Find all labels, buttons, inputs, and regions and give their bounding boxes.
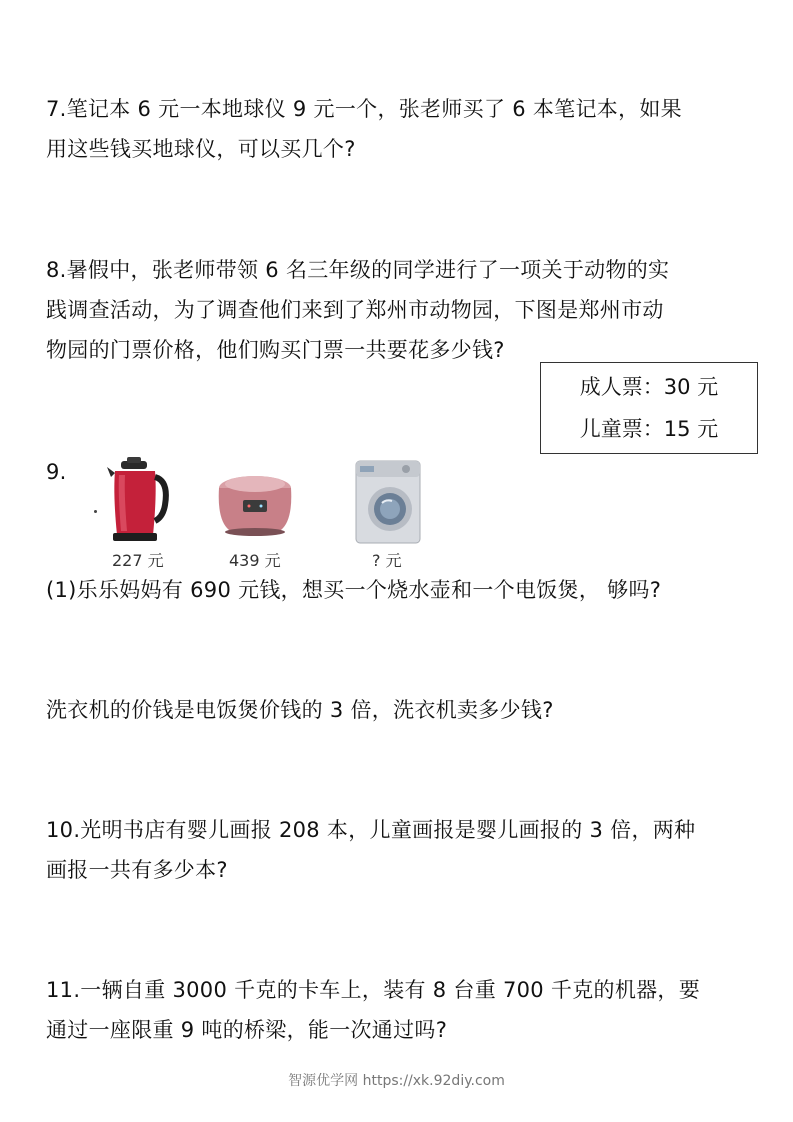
q8-line1: 8.暑假中，张老师带领 6 名三年级的同学进行了一项关于动物的实 <box>46 258 670 282</box>
q11-line2: 通过一座限重 9 吨的桥梁，能一次通过吗? <box>46 1018 448 1042</box>
q9-subquestion-2: 洗衣机的价钱是电饭煲价钱的 3 倍，洗衣机卖多少钱? <box>46 698 554 722</box>
q8-line2: 践调查活动，为了调查他们来到了郑州市动物园，下图是郑州市动 <box>46 298 664 322</box>
q11-line1: 11.一辆自重 3000 千克的卡车上，装有 8 台重 700 千克的机器，要 <box>46 978 701 1002</box>
q9-subquestion-1: (1)乐乐妈妈有 690 元钱，想买一个烧水壶和一个电饭煲， 够吗? <box>46 578 662 602</box>
q9-number: 9. <box>46 460 67 484</box>
adult-ticket-price: 成人票：30 元 <box>579 375 719 399</box>
q7-line1: 7.笔记本 6 元一本地球仪 9 元一个，张老师买了 6 本笔记本，如果 <box>46 97 682 121</box>
child-ticket-price: 儿童票：15 元 <box>579 417 719 441</box>
rice-cooker-price: 439 元 <box>229 551 281 570</box>
q7-line2: 用这些钱买地球仪，可以买几个? <box>46 137 356 161</box>
footer-watermark: 智源优学网 https://xk.92diy.com <box>288 1073 505 1089</box>
ticket-price-box <box>540 362 758 454</box>
kettle-icon <box>105 455 169 547</box>
washing-machine-icon <box>352 459 424 549</box>
kettle-price: 227 元 <box>112 551 164 570</box>
washing-machine-price: ? 元 <box>372 551 402 570</box>
q10-line2: 画报一共有多少本? <box>46 858 228 882</box>
rice-cooker-icon <box>215 470 295 542</box>
q8-line3: 物园的门票价格，他们购买门票一共要花多少钱? <box>46 338 505 362</box>
decorative-dot <box>94 510 97 513</box>
q10-line1: 10.光明书店有婴儿画报 208 本，儿童画报是婴儿画报的 3 倍，两种 <box>46 818 696 842</box>
